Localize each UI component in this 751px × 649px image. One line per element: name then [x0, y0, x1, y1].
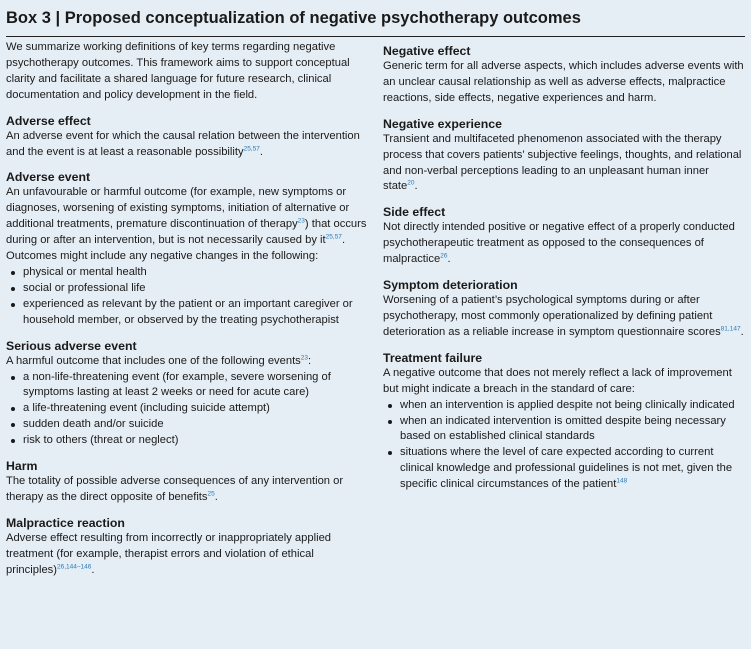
section-text: A negative outcome that does not merely reflect a lack of improvement but might indicate a breach in the standard of care:	[383, 366, 732, 395]
section-malpractice-reaction	[6, 515, 368, 579]
punctuation: .	[259, 145, 263, 158]
section-adverse-effect	[6, 113, 368, 161]
punctuation: .	[414, 180, 418, 193]
section-heading: Adverse effect	[6, 113, 91, 128]
definition-text: Worsening of a patient’s psychological symptoms during or after psychotherapy, most commonly operationalized by defining patient deterioration as a reliable increase in symptom questionnaire scores	[383, 294, 721, 338]
list-item: when an indicated intervention is omitted despite being necessary based on established clinical standards	[383, 414, 745, 446]
reference-link[interactable]: 25,57	[243, 144, 260, 152]
reference-link[interactable]: 81,147	[720, 325, 741, 333]
section-heading: Symptom deterioration	[383, 278, 518, 293]
right-column	[383, 40, 745, 579]
section-heading: Negative experience	[383, 116, 502, 131]
section-heading: Treatment failure	[383, 350, 483, 365]
section-heading: Side effect	[383, 205, 446, 220]
reference-link[interactable]: 26	[440, 252, 448, 260]
reference-link[interactable]: 23	[300, 353, 309, 361]
reference-link[interactable]: 26,144–146	[56, 562, 92, 570]
section-text	[6, 474, 368, 506]
section-side-effect	[383, 204, 745, 268]
section-negative-experience	[383, 116, 745, 196]
section-text	[6, 531, 368, 579]
bullet-list	[6, 370, 368, 450]
section-heading: Serious adverse event	[6, 338, 137, 353]
definition-text: A harmful outcome that includes one of the following events	[6, 354, 301, 367]
section-adverse-event	[6, 169, 368, 328]
section-symptom-deterioration	[383, 277, 745, 341]
left-column	[6, 40, 368, 579]
intro-paragraph: We summarize working definitions of key terms regarding negative psychotherapy outcomes. This framework aims to support conceptual clarity and facilitate a shared language for future research, clinical documentation and policy development in the field.	[6, 41, 350, 101]
list-item: social or professional life	[6, 281, 368, 297]
reference-link[interactable]: 25,57	[325, 233, 342, 241]
section-text	[6, 129, 368, 161]
definition-text: Not directly intended positive or negative effect of a properly conducted psychotherapeutic treatment as opposed to the consequences of malpractice	[383, 221, 735, 266]
list-item: physical or mental health	[6, 265, 368, 281]
list-item: a life-threatening event (including suicide attempt)	[6, 401, 368, 417]
box-title: Box 3 | Proposed conceptualization of negative psychotherapy outcomes	[6, 9, 581, 27]
section-text	[6, 185, 368, 265]
list-item: when an intervention is applied despite not being clinically indicated	[383, 398, 745, 414]
punctuation: .	[214, 490, 218, 503]
list-item: risk to others (threat or neglect)	[6, 433, 368, 449]
definition-text: ) that occurs during or after an intervention, but is not necessarily caused by it	[6, 218, 367, 247]
definition-text: An unfavourable or harmful outcome (for example, new symptoms or diagnoses, worsening of existing symptoms, initiation of alternative or additional treatments, premature discontinuation of therapy	[6, 186, 350, 231]
definition-text: . Outcomes might include any negative changes in the following:	[6, 234, 346, 263]
reference-link[interactable]: 23	[297, 217, 305, 225]
list-item: a non-life-threatening event (for example, severe worsening of symptoms lasting at least 2 weeks or need for acute care)	[6, 370, 368, 402]
definition-text: Adverse effect resulting from incorrectly or inappropriately applied treatment (for example, therapist errors and violation of ethical principles)	[6, 531, 332, 576]
bullet-list	[6, 265, 368, 329]
definition-text: Transient and multifaceted phenomenon associated with the therapy process that covers patients’ subjective feelings, thoughts, and relational and non-verbal perceptions leading to an unpleasant human inner state	[383, 132, 742, 193]
section-text	[383, 220, 745, 268]
list-item: sudden death and/or suicide	[6, 417, 368, 433]
punctuation: .	[740, 325, 744, 338]
section-harm	[6, 458, 368, 506]
definition-text: An adverse event for which the causal relation between the intervention and the event is at least a reasonable possibility	[6, 129, 360, 158]
section-negative-effect	[383, 43, 745, 107]
section-text: Generic term for all adverse aspects, which includes adverse events with an unclear causal relationship as well as adverse effects, malpractice reactions, side effects, negative experiences and harm.	[383, 60, 744, 104]
section-heading: Malpractice reaction	[6, 515, 125, 530]
section-heading: Negative effect	[383, 44, 471, 58]
title-divider	[6, 36, 745, 37]
list-item-text: situations where the level of care expected according to current clinical knowledge and professional guidelines is not met, given the specific clinical circumstances of the patient	[400, 446, 733, 491]
section-serious-adverse-event	[6, 338, 368, 449]
reference-link[interactable]: 148	[616, 477, 628, 485]
bullet-list	[383, 398, 745, 493]
section-text	[383, 293, 745, 341]
punctuation: .	[91, 563, 95, 576]
section-heading: Adverse event	[6, 170, 91, 185]
definition-text: The totality of possible adverse consequences of any intervention or therapy as the direct opposite of benefits	[6, 475, 344, 503]
reference-link[interactable]: 25	[207, 490, 215, 498]
section-treatment-failure	[383, 350, 745, 493]
section-text	[6, 354, 368, 370]
reference-link[interactable]: 20	[407, 179, 415, 187]
two-column-body	[6, 40, 745, 579]
list-item	[383, 445, 745, 493]
punctuation: :	[308, 354, 312, 367]
punctuation: .	[447, 253, 451, 266]
section-heading: Harm	[6, 459, 38, 474]
section-text	[383, 132, 745, 196]
list-item: experienced as relevant by the patient or an important caregiver or household member, or observed by the treating psychotherapist	[6, 297, 368, 329]
